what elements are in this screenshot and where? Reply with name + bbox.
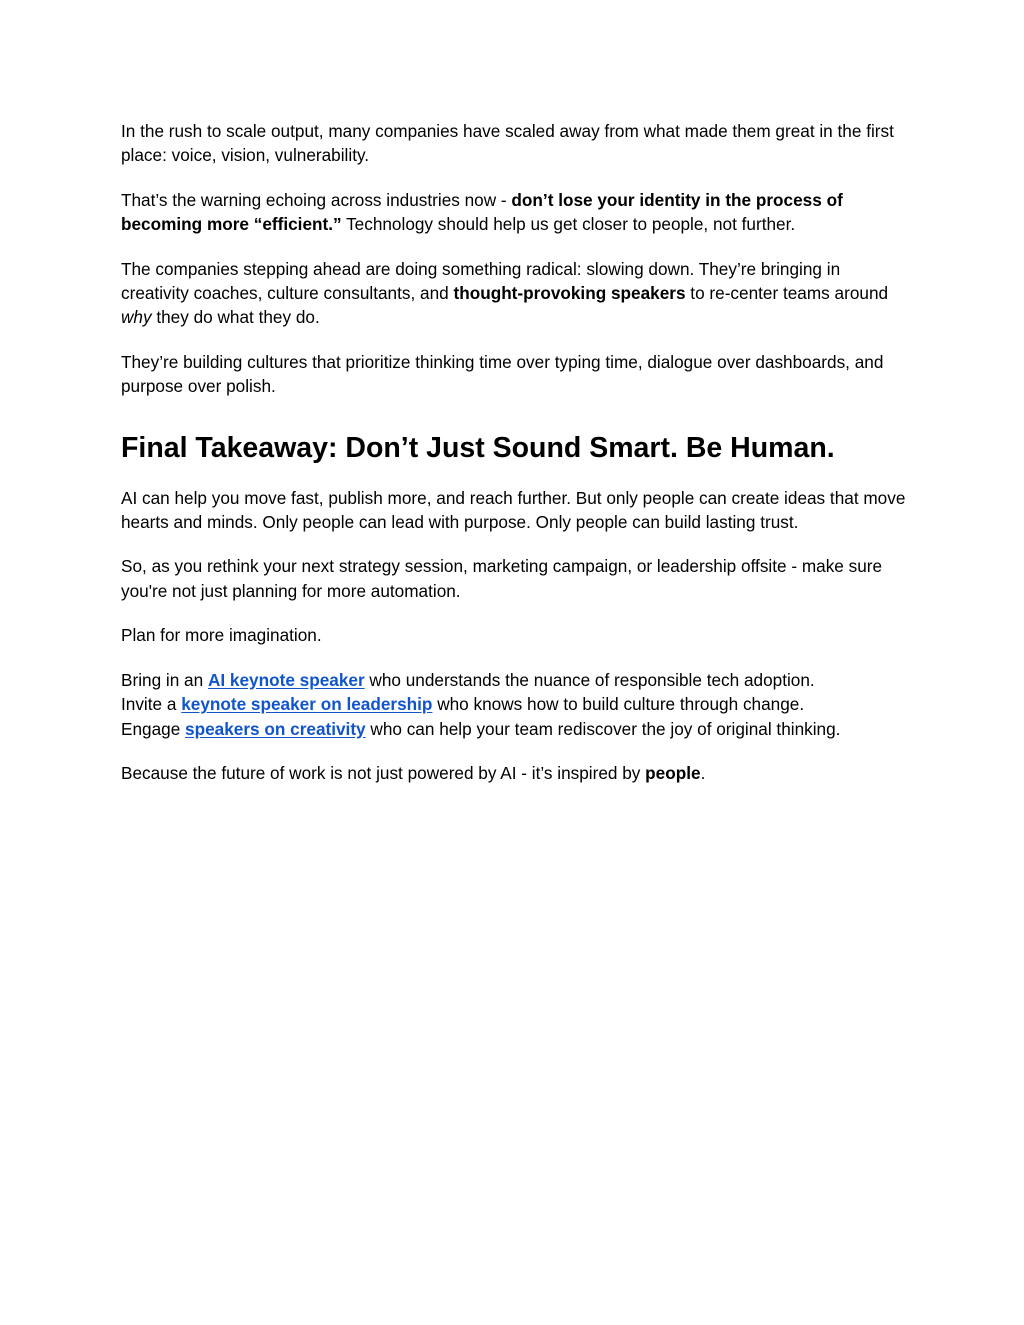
closing-text-start: Because the future of work is not just powered by AI - it’s inspired by [121,762,646,783]
ai-keynote-speaker-link[interactable]: AI keynote speaker [207,669,365,690]
paragraph-ai-help [121,486,911,535]
speakers-line2-end: who knows how to build culture through change. [432,694,805,715]
paragraph-intro [121,119,911,168]
speakers-line1-end: who understands the nuance of responsible tech adoption. [364,669,815,690]
paragraph-speakers [121,668,911,741]
speakers-line3-end: who can help your team rediscover the joy of original thinking. [365,718,841,739]
paragraph-companies [121,257,911,330]
closing-bold-text: people [645,762,701,783]
paragraph-cultures-text: They’re building cultures that prioritize thinking time over typing time, dialogue over dashboards, and purpose over polish. [121,351,884,397]
companies-text-end: they do what they do. [151,307,320,328]
speakers-line1-start: Bring in an [121,669,208,690]
closing-text-end: . [700,762,706,783]
paragraph-rethink-text: So, as you rethink your next strategy session, marketing campaign, or leadership offsite - make sure you're not just planning for more automation. [121,556,883,601]
paragraph-cultures [121,350,911,399]
paragraph-warning [121,188,911,237]
paragraph-rethink [121,554,911,603]
speakers-line3-start: Engage [121,718,186,739]
paragraph-imagination [121,623,911,647]
speakers-on-creativity-link[interactable]: speakers on creativity [185,718,366,739]
warning-bold-text: don’t lose your identity in the process of becoming more “efficient.” [121,189,843,235]
warning-text-end: Technology should help us get closer to people, not further. [341,214,796,235]
paragraph-closing [121,761,911,785]
document-body [121,119,911,805]
speakers-line2-start: Invite a [121,694,182,715]
keynote-speaker-leadership-link[interactable]: keynote speaker on leadership [181,694,433,715]
paragraph-ai-help-text: AI can help you move fast, publish more, and reach further. But only people can create ideas that move hearts and minds. Only people can lead with purpose. Only people can build lasting trust. [121,487,906,533]
companies-bold-text: thought-provoking speakers [453,283,686,304]
paragraph-intro-text: In the rush to scale output, many companies have scaled away from what made them great in the first place: voice, vision, vulnerability. [121,121,894,166]
companies-text-start: The companies stepping ahead are doing something radical: slowing down. They’re bringing in creativity coaches, culture consultants, and [121,258,841,304]
section-heading: Final Takeaway: Don’t Just Sound Smart. Be Human. [121,431,835,464]
companies-text-middle: to re-center teams around [685,283,889,304]
paragraph-imagination-text: Plan for more imagination. [121,625,322,646]
warning-text-start: That’s the warning echoing across industries now - [121,189,512,210]
companies-italic-text: why [121,307,152,328]
